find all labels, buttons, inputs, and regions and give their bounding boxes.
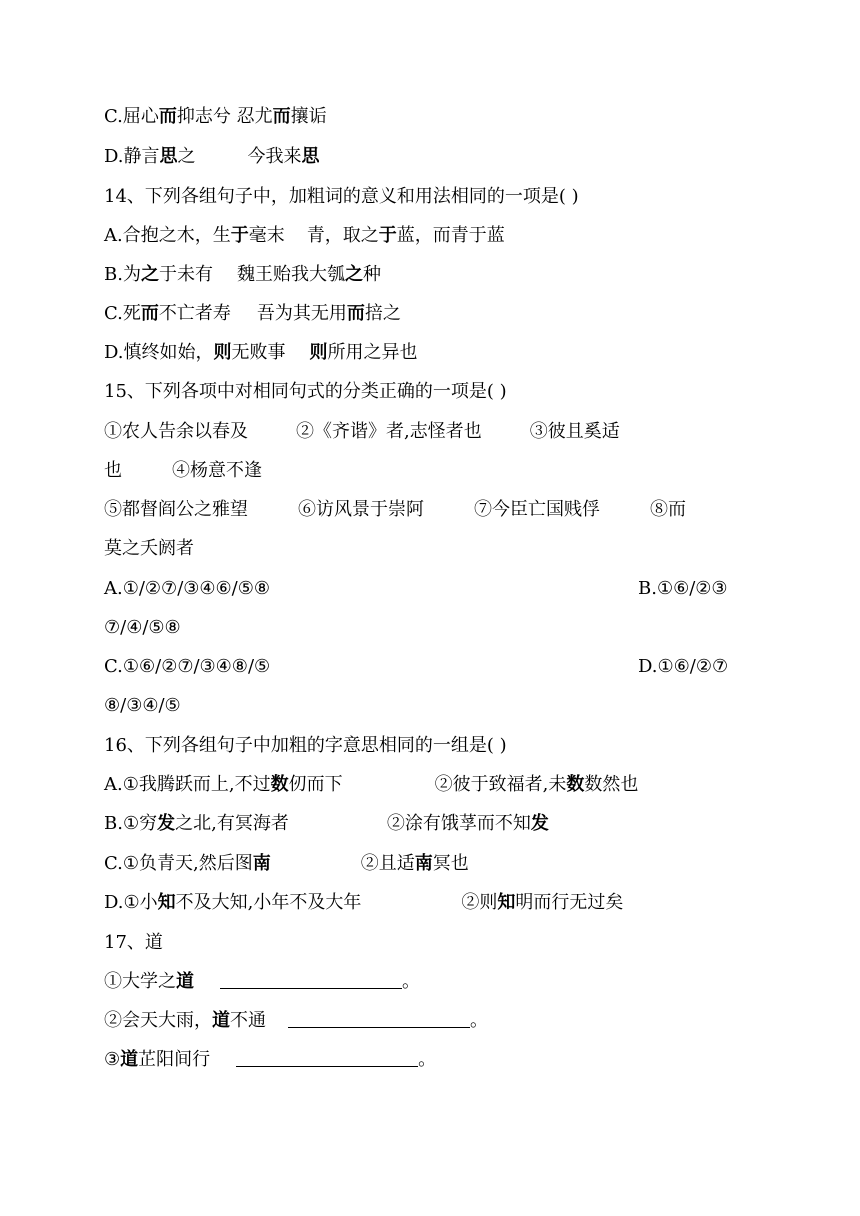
q14-option-b <box>104 263 381 287</box>
bold-word: 道 <box>120 1049 139 1070</box>
text: A.①我腾跃而上,不过 <box>104 774 271 795</box>
text: 所用之异也 <box>327 342 418 363</box>
text: 。 <box>402 971 420 992</box>
bold-word: 于 <box>230 225 249 246</box>
sentence: ①农人告余以春及 <box>104 421 248 442</box>
bold-word: 则 <box>309 342 328 363</box>
bold-word: 知 <box>497 892 516 913</box>
q15-sentences-line-2 <box>104 459 262 483</box>
bold-word: 数 <box>566 774 585 795</box>
bold-word: 而 <box>272 106 291 127</box>
q17-item-1 <box>104 970 420 994</box>
text: 无败事 <box>231 342 286 363</box>
q15-option-a: A.①/②⑦/③④⑥/⑤⑧ <box>104 578 271 599</box>
q14-option-a <box>104 224 505 248</box>
text: 之 <box>177 146 196 167</box>
bold-word: 于 <box>378 225 397 246</box>
text: 。 <box>470 1010 488 1031</box>
text: 掊之 <box>364 303 401 324</box>
bold-word: 则 <box>213 342 232 363</box>
q14-option-c <box>104 302 401 326</box>
text: D.静言 <box>104 146 160 167</box>
q15-option-b: B.①⑥/②③ <box>638 578 728 599</box>
text: 青，取之 <box>306 225 379 246</box>
text: ②且适 <box>360 853 415 874</box>
text: 冥也 <box>432 853 469 874</box>
text: 。 <box>418 1049 437 1070</box>
q15-stem: 15、下列各项中对相同句式的分类正确的一项是( ) <box>104 381 507 402</box>
sentence: 也 <box>104 460 122 481</box>
sentence: ③彼且奚适 <box>529 421 620 442</box>
text: 明而行无过矣 <box>515 892 624 913</box>
text: ③ <box>104 1049 121 1070</box>
sentence: ④杨意不逢 <box>172 460 262 481</box>
bold-word: 而 <box>158 106 177 127</box>
bold-word: 南 <box>252 853 271 874</box>
q16-stem: 16、下列各组句子中加粗的字意思相同的一组是( ) <box>104 735 507 756</box>
bold-word: 而 <box>346 303 365 324</box>
text: 不亡者寿 <box>158 303 231 324</box>
text: 魏王贻我大瓠 <box>236 264 345 285</box>
text: 不通 <box>230 1010 266 1031</box>
text: ②涂有饿莩而不知 <box>386 813 531 834</box>
sentence: ⑦今臣亡国贱俘 <box>474 499 600 520</box>
answer-blank[interactable] <box>288 1009 470 1028</box>
q17-stem: 17、道 <box>104 932 163 953</box>
text: D.慎终如始， <box>104 342 214 363</box>
text: B.①穷 <box>104 813 158 834</box>
text: 数然也 <box>584 774 639 795</box>
text: 吾为其无用 <box>256 303 347 324</box>
q15-option-b-cont: ⑦/④/⑤⑧ <box>104 617 181 638</box>
q15-sentences-line-3 <box>104 498 686 522</box>
bold-word: 道 <box>176 971 194 992</box>
text: 于未有 <box>158 264 213 285</box>
text: C.屈心 <box>104 106 159 127</box>
text: B.为 <box>104 264 141 285</box>
q17-item-2 <box>104 1009 488 1033</box>
q16-option-a <box>104 773 638 797</box>
bold-word: 知 <box>157 892 176 913</box>
q15-sentences-line-1 <box>104 420 620 444</box>
text: 蓝，而青于蓝 <box>396 225 505 246</box>
text: ②则 <box>461 892 498 913</box>
bold-word: 发 <box>157 813 176 834</box>
q16-option-d <box>104 891 623 915</box>
text: 今我来 <box>247 146 302 167</box>
q15-option-d-cont: ⑧/③④/⑤ <box>104 695 181 716</box>
answer-blank[interactable] <box>236 1048 418 1067</box>
q15-option-c: C.①⑥/②⑦/③④⑧/⑤ <box>104 656 271 677</box>
q17-item-3 <box>104 1048 436 1072</box>
answer-blank[interactable] <box>220 970 402 989</box>
sentence: ⑧而 <box>650 499 686 520</box>
sentence: ②《齐谐》者,志怪者也 <box>296 421 482 442</box>
text: C.死 <box>104 303 141 324</box>
text: 不及大知,小年不及大年 <box>175 892 362 913</box>
bold-word: 思 <box>159 146 178 167</box>
sentence: ⑥访风景于崇阿 <box>298 499 424 520</box>
bold-word: 数 <box>270 774 289 795</box>
bold-word: 发 <box>530 813 549 834</box>
text: 攘诟 <box>290 106 327 127</box>
text: ①大学之 <box>104 971 176 992</box>
text: 仞而下 <box>288 774 343 795</box>
text: 毫末 <box>248 225 285 246</box>
q15-sentences-line-4: 莫之夭阏者 <box>104 538 194 559</box>
text: ②会天大雨， <box>104 1010 212 1031</box>
q15-option-d: D.①⑥/②⑦ <box>638 656 729 677</box>
bold-word: 之 <box>344 264 363 285</box>
q16-option-b <box>104 812 549 836</box>
bold-word: 思 <box>301 146 320 167</box>
text: ②彼于致福者,未 <box>434 774 567 795</box>
sentence: ⑤都督阎公之雅望 <box>104 499 248 520</box>
text: 芷阳间行 <box>138 1049 211 1070</box>
text: A.合抱之木，生 <box>104 225 231 246</box>
text: 之北,有冥海者 <box>175 813 289 834</box>
text: D.①小 <box>104 892 158 913</box>
q14-stem: 14、下列各组句子中，加粗词的意义和用法相同的一项是( ) <box>104 186 579 207</box>
q13-option-d <box>104 145 320 169</box>
text: C.①负青天,然后图 <box>104 853 253 874</box>
text: 抑志兮 忍尤 <box>176 106 273 127</box>
bold-word: 而 <box>140 303 159 324</box>
q16-option-c <box>104 852 469 876</box>
q13-option-c <box>104 105 327 129</box>
q14-option-d <box>104 341 418 365</box>
bold-word: 南 <box>414 853 433 874</box>
bold-word: 道 <box>212 1010 230 1031</box>
text: 种 <box>362 264 381 285</box>
bold-word: 之 <box>140 264 159 285</box>
